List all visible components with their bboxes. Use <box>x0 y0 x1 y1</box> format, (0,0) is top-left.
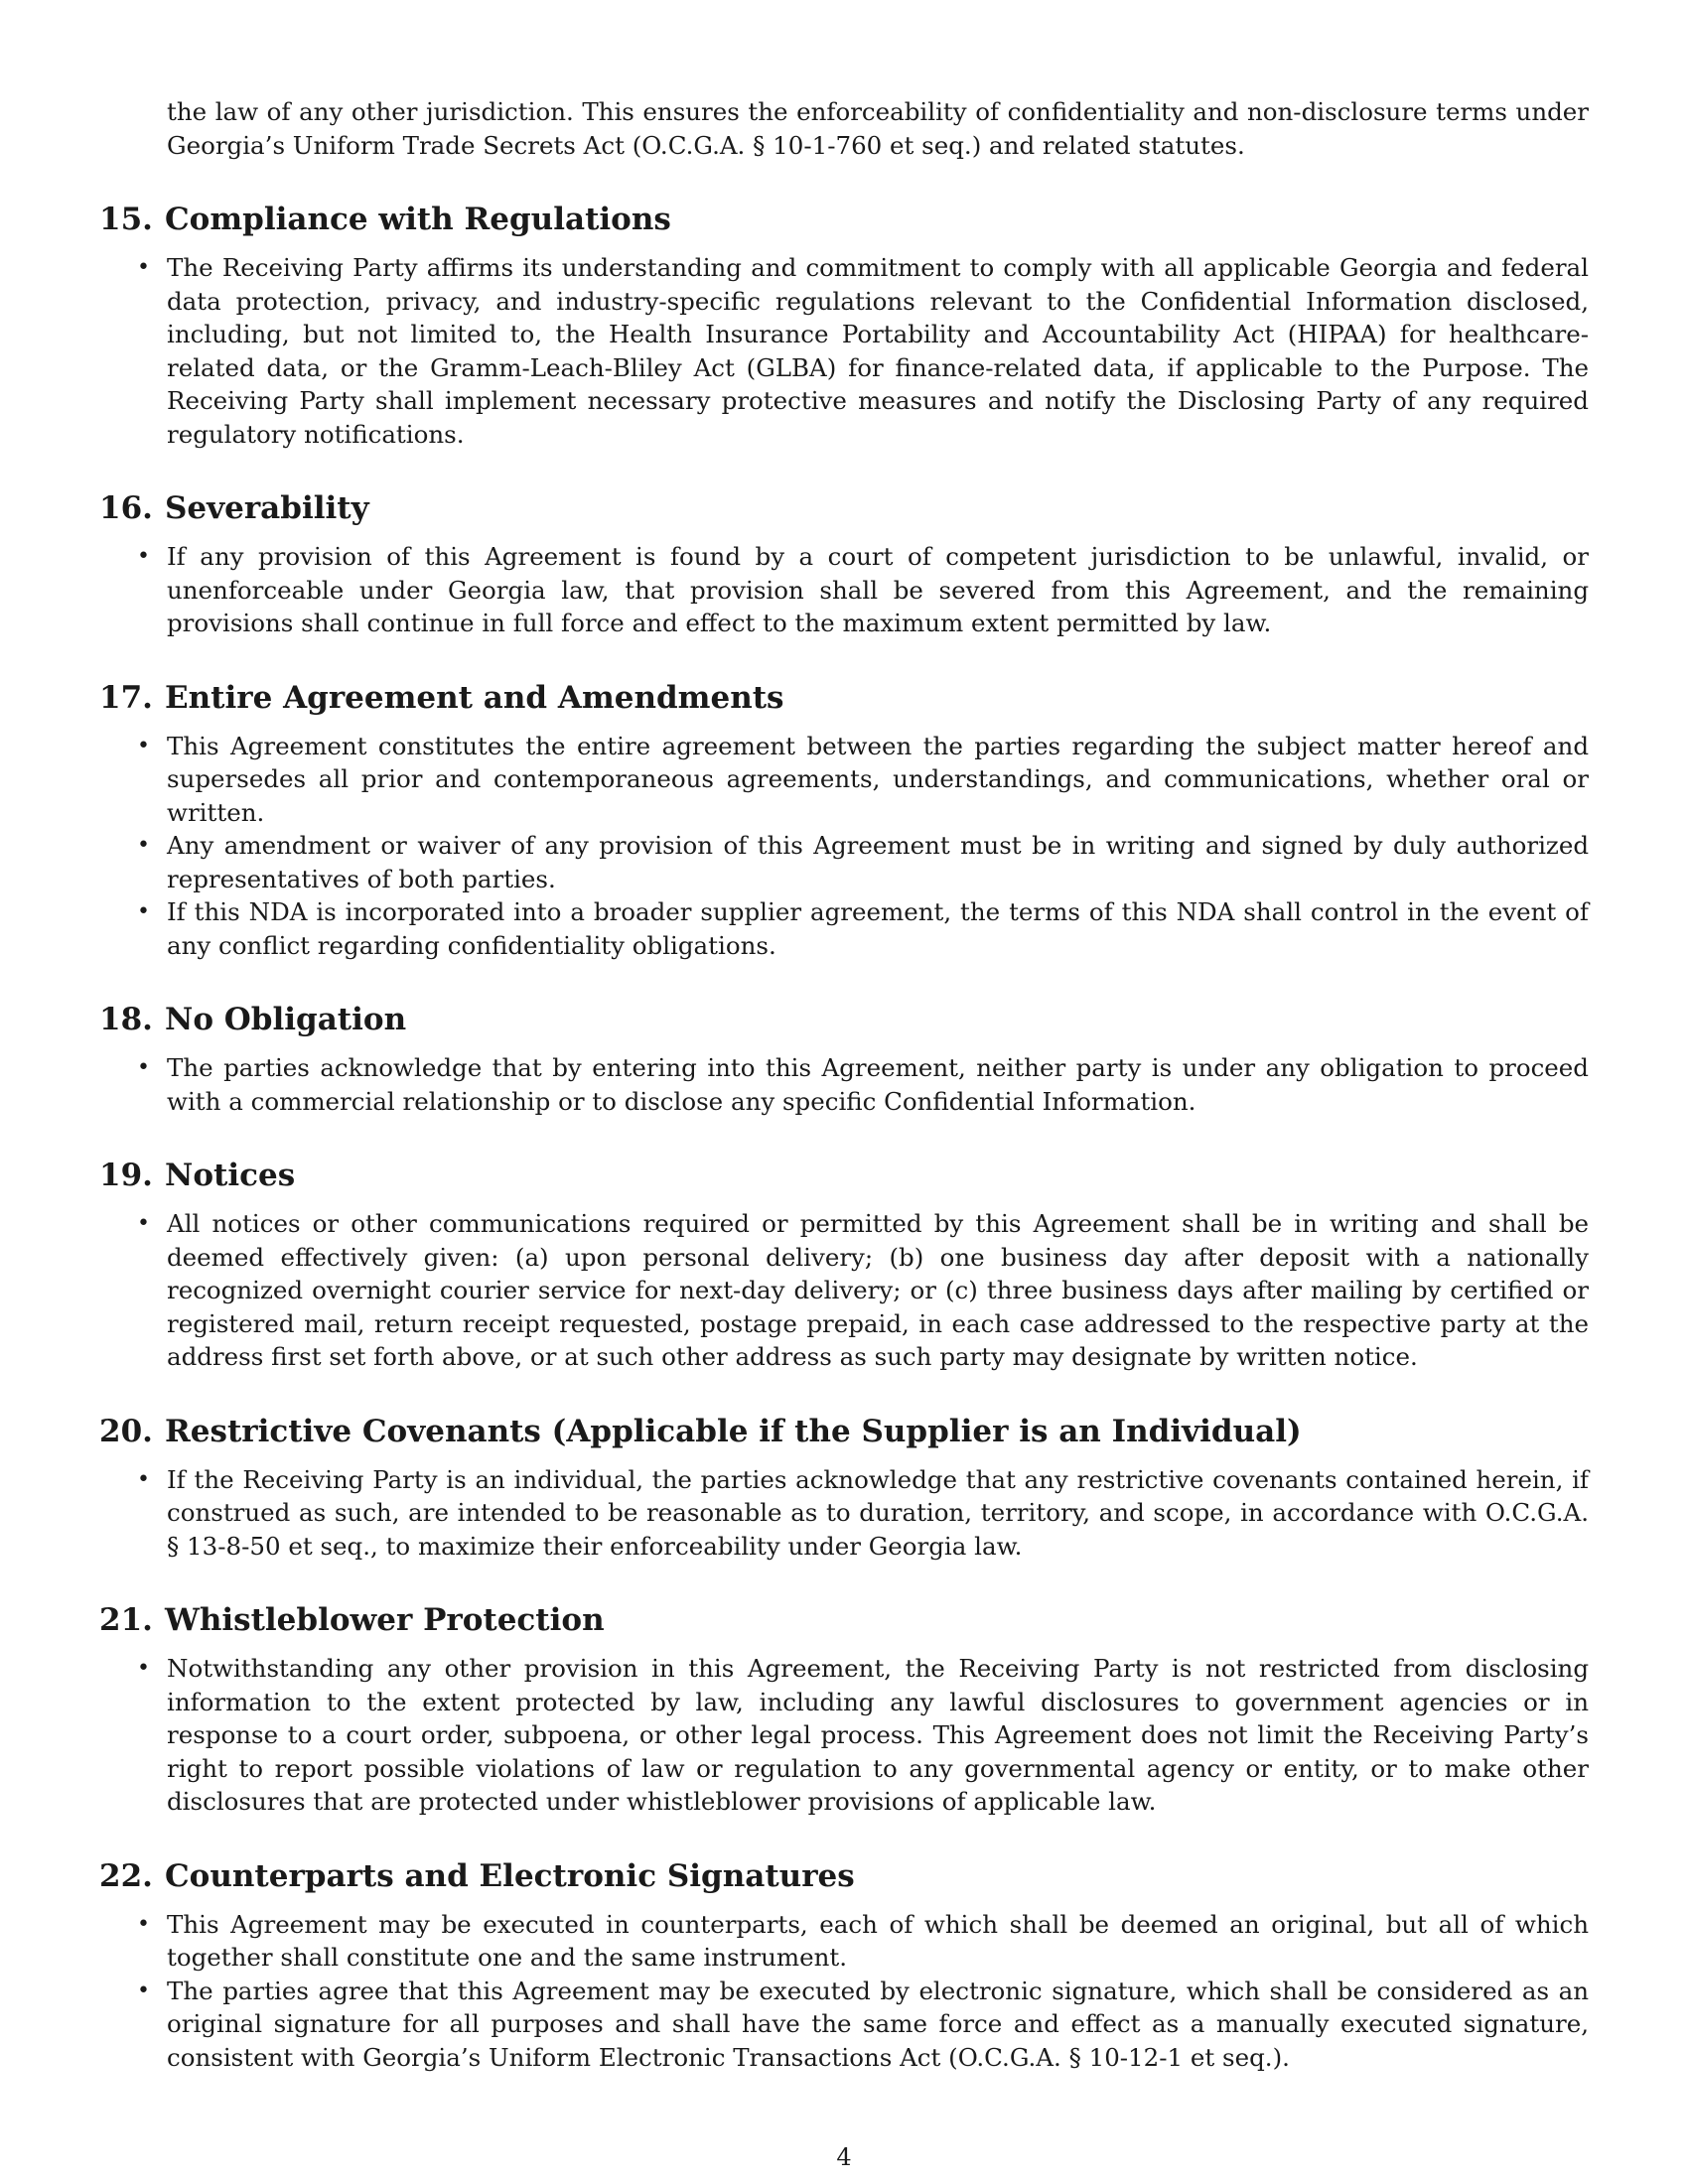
section <box>99 488 1589 640</box>
sections-container <box>99 200 1589 2074</box>
section-title: No Obligation <box>165 1002 407 1037</box>
bullet-item: • The Receiving Party affirms its understanding and commitment to comply with all applicable Georgia and federal data protection, privacy, and industry-specific regulations relevant to the Confidential Information disclosed, including, but not limited to, the Health Insurance Portability and Accountability Act (HIPAA) for healthcare-related data, or the Gramm-Leach-Bliley Act (GLBA) for finance-related data, if applicable to the Purpose. The Receiving Party shall implement necessary protective measures and notify the Disclosing Party of any required regulatory notifications. <box>99 251 1589 451</box>
section-heading <box>99 1600 1589 1640</box>
section-title: Restrictive Covenants (Applicable if the Supplier is an Individual) <box>165 1413 1302 1449</box>
bullet-list <box>99 1908 1589 2075</box>
section-heading <box>99 200 1589 239</box>
section-heading <box>99 1000 1589 1039</box>
section-number: 20. <box>99 1413 153 1449</box>
bullet-item: • If the Receiving Party is an individual, the parties acknowledge that any restrictive covenants contained herein, if construed as such, are intended to be reasonable as to duration, territory, and scope, in accordance with O.C.G.A. § 13-8-50 et seq., to maximize their enforceability under Georgia law. <box>99 1463 1589 1564</box>
bullet-item: • If any provision of this Agreement is found by a court of competent jurisdiction to be unlawful, invalid, or unenforceable under Georgia law, that provision shall be severed from this Agreement, and the remaining provisions shall continue in full force and effect to the maximum extent permitted by law. <box>99 540 1589 640</box>
section-title: Severability <box>165 490 369 526</box>
section-number: 16. <box>99 490 153 526</box>
bullet-item: • If this NDA is incorporated into a broader supplier agreement, the terms of this NDA shall control in the event of any conflict regarding confidentiality obligations. <box>99 895 1589 962</box>
bullet-item: • The parties agree that this Agreement may be executed by electronic signature, which shall be considered as an original signature for all purposes and shall have the same force and effect as a manually executed signature, consistent with Georgia’s Uniform Electronic Transactions Act (O.C.G.A. § 10-12-1 et seq.). <box>99 1975 1589 2075</box>
bullet-list <box>99 251 1589 451</box>
section <box>99 1000 1589 1118</box>
section-heading <box>99 1856 1589 1896</box>
section-number: 15. <box>99 202 153 237</box>
bullet-list <box>99 730 1589 963</box>
bullet-list <box>99 540 1589 640</box>
section <box>99 200 1589 451</box>
section <box>99 1412 1589 1564</box>
bullet-item: • This Agreement constitutes the entire agreement between the parties regarding the subject matter hereof and supersedes all prior and contemporaneous agreements, understandings, and communications, whether oral or written. <box>99 730 1589 830</box>
section <box>99 1856 1589 2075</box>
section-heading <box>99 488 1589 528</box>
section-title: Compliance with Regulations <box>165 202 671 237</box>
section-number: 19. <box>99 1158 153 1193</box>
bullet-list <box>99 1652 1589 1819</box>
section-title: Counterparts and Electronic Signatures <box>165 1857 855 1894</box>
bullet-list <box>99 1207 1589 1374</box>
bullet-list <box>99 1463 1589 1564</box>
section-number: 21. <box>99 1602 153 1638</box>
section-title: Notices <box>165 1158 296 1193</box>
section-heading <box>99 1156 1589 1195</box>
bullet-item: • This Agreement may be executed in counterparts, each of which shall be deemed an original, but all of which together shall constitute one and the same instrument. <box>99 1908 1589 1975</box>
bullet-item: • The parties acknowledge that by entering into this Agreement, neither party is under any obligation to proceed with a commercial relationship or to disclose any specific Confidential Information. <box>99 1051 1589 1118</box>
section-title: Entire Agreement and Amendments <box>165 679 784 716</box>
bullet-item: • Any amendment or waiver of any provision of this Agreement must be in writing and signed by duly authorized representatives of both parties. <box>99 829 1589 895</box>
section <box>99 678 1589 963</box>
section <box>99 1156 1589 1374</box>
section <box>99 1600 1589 1819</box>
bullet-item: • Notwithstanding any other provision in this Agreement, the Receiving Party is not restricted from disclosing information to the extent protected by law, including any lawful disclosures to government agencies or in response to a court order, subpoena, or other legal process. This Agreement does not limit the Receiving Party’s right to report possible violations of law or regulation to any governmental agency or entity, or to make other disclosures that are protected under whistleblower provisions of applicable law. <box>99 1652 1589 1819</box>
bullet-item: • All notices or other communications required or permitted by this Agreement shall be in writing and shall be deemed effectively given: (a) upon personal delivery; (b) one business day after deposit with a nationally recognized overnight courier service for next-day delivery; or (c) three business days after mailing by certified or registered mail, return receipt requested, postage prepaid, in each case addressed to the respective party at the address first set forth above, or at such other address as such party may designate by written notice. <box>99 1207 1589 1374</box>
section-title: Whistleblower Protection <box>165 1602 605 1638</box>
section-heading <box>99 1412 1589 1451</box>
continuation-paragraph: the law of any other jurisdiction. This ensures the enforceability of confidentiality and non-disclosure terms under Georgia’s Uniform Trade Secrets Act (O.C.G.A. § 10-1-760 et seq.) and related statutes. <box>167 97 1589 160</box>
section-number: 17. <box>99 679 153 716</box>
section-heading <box>99 678 1589 718</box>
section-number: 18. <box>99 1002 153 1037</box>
page-number: 4 <box>836 2143 852 2171</box>
bullet-list <box>99 1051 1589 1118</box>
document-page <box>99 95 1589 2074</box>
section-number: 22. <box>99 1857 153 1894</box>
